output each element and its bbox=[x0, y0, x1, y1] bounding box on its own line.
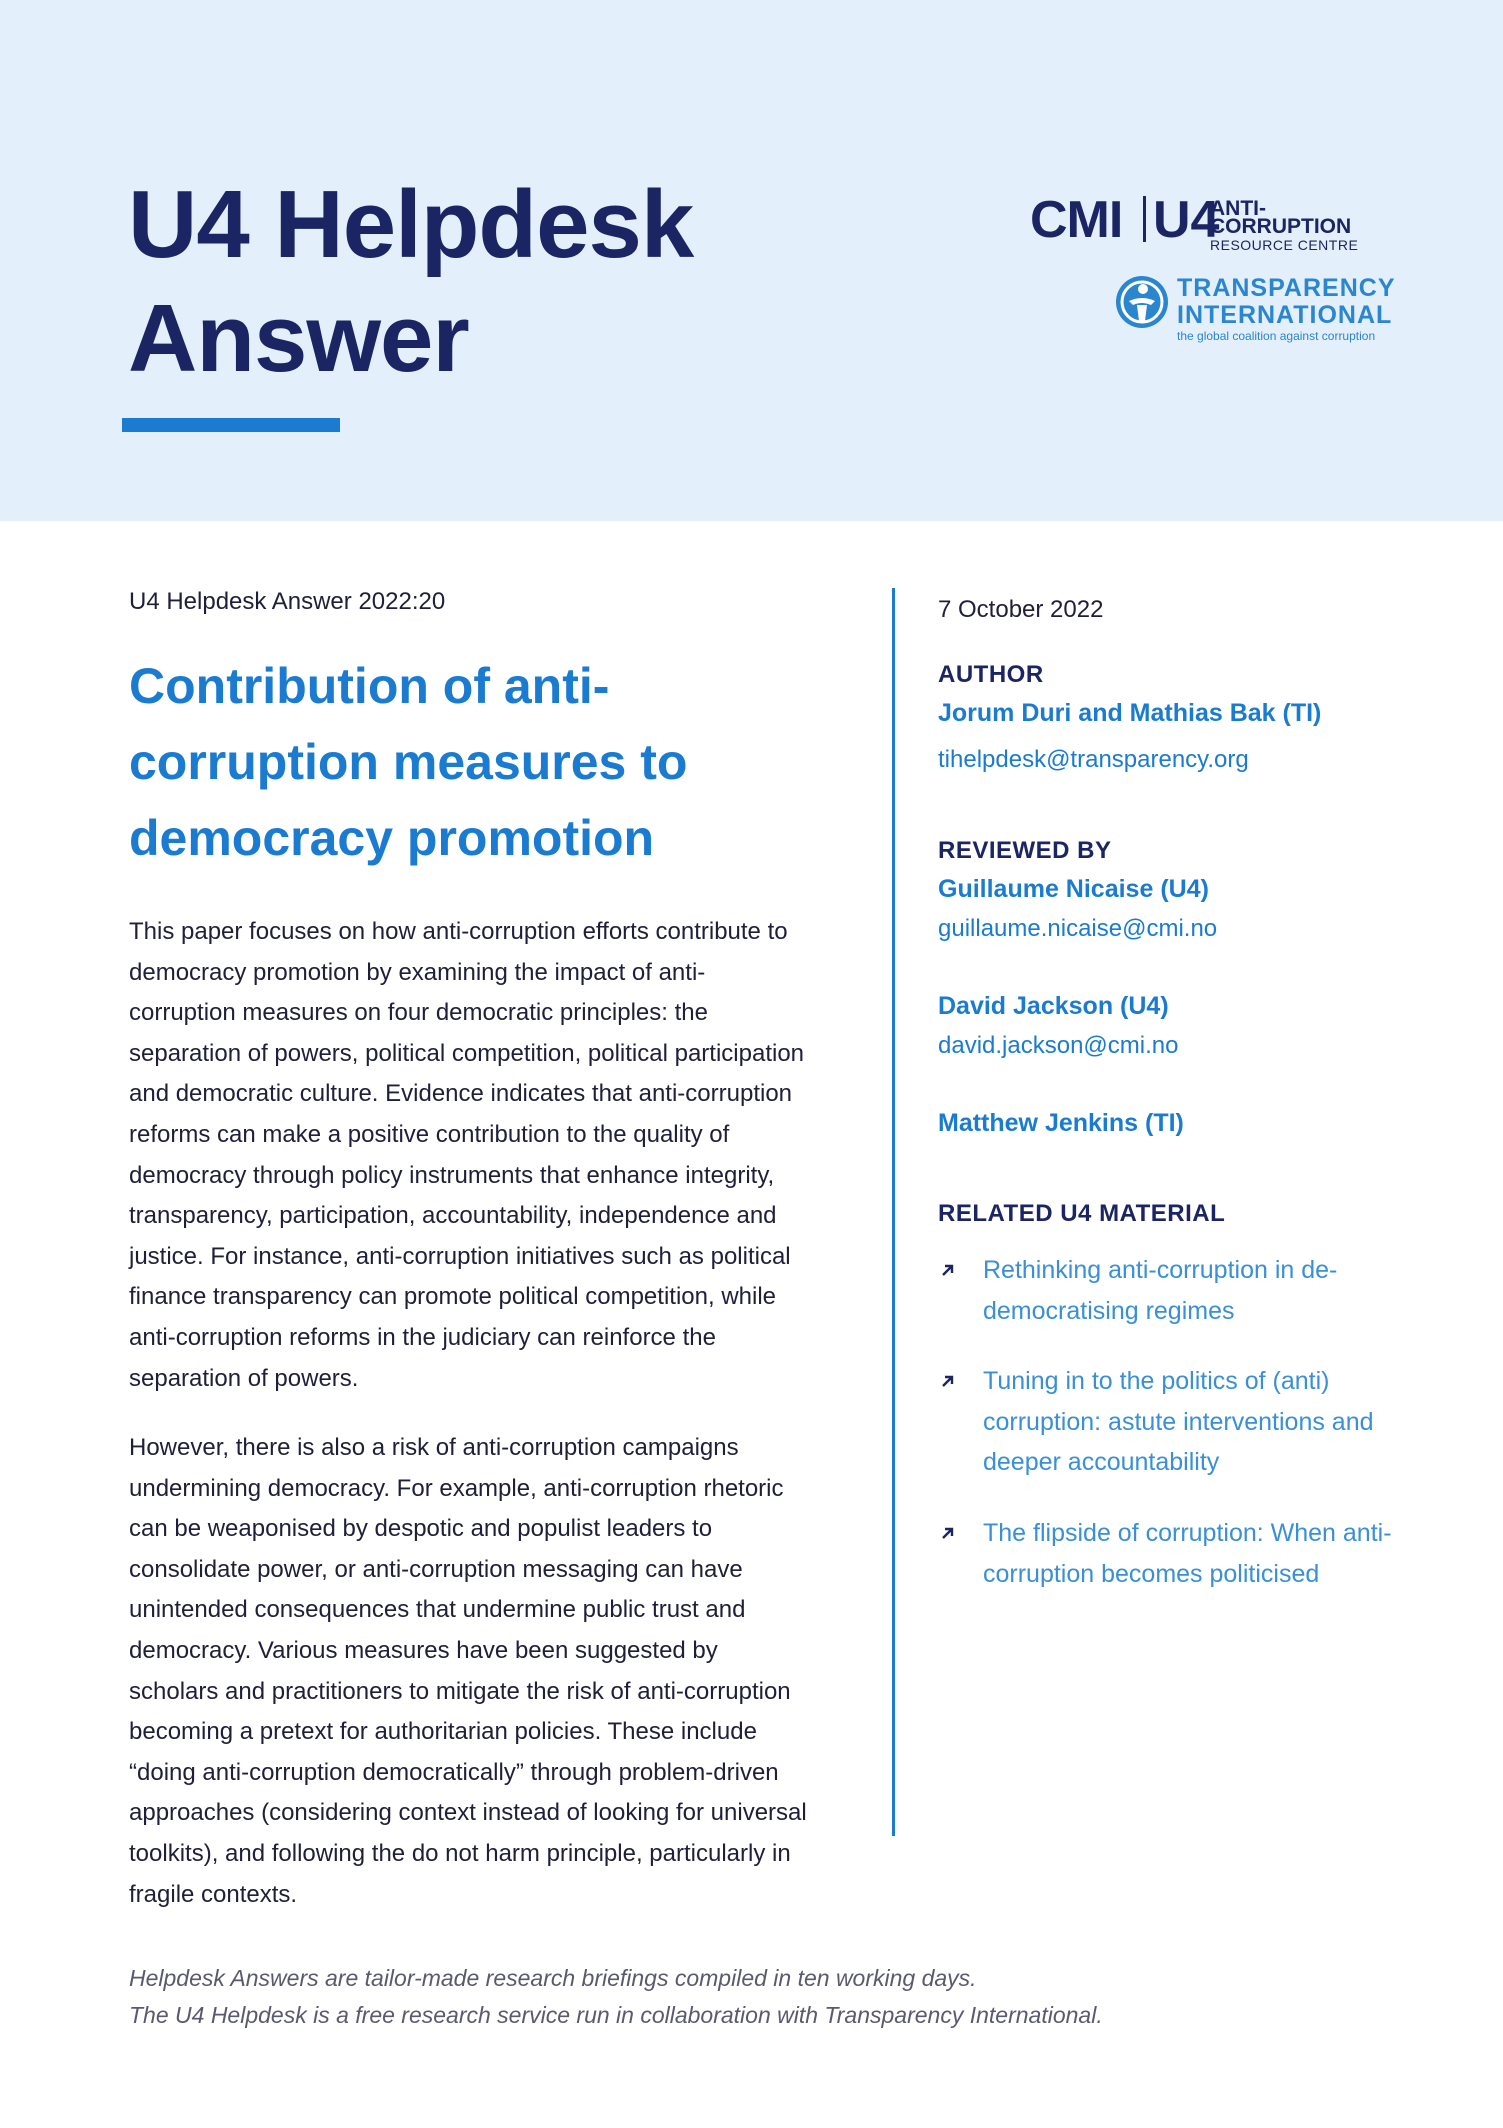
article-heading: Contribution of anti-corruption measures to democracy promotion bbox=[129, 658, 688, 866]
author-names: Jorum Duri and Mathias Bak (TI) bbox=[938, 699, 1322, 727]
cmi-logo-text: CMI bbox=[1030, 191, 1123, 249]
related-link-1[interactable]: Rethinking anti-corruption in de-democratising regimes bbox=[983, 1256, 1338, 1325]
ti-logo-tagline: the global coalition against corruption bbox=[1177, 329, 1376, 343]
reviewer-1-email-link[interactable]: guillaume.nicaise@cmi.no bbox=[938, 915, 1218, 942]
document-title bbox=[128, 168, 693, 396]
ti-logo-text bbox=[1177, 275, 1396, 343]
author-label: AUTHOR bbox=[938, 661, 1044, 688]
related-link-3[interactable]: The flipside of corruption: When anti-corruption becomes politicised bbox=[983, 1519, 1392, 1588]
external-arrow-icon bbox=[938, 1523, 958, 1543]
author-email-link[interactable]: tihelpdesk@transparency.org bbox=[938, 746, 1249, 773]
summary-paragraph-2: However, there is also a risk of anti-corruption campaigns undermining democracy. For example, anti-corruption rhetoric can be weaponised by despotic and populist leaders to consolidate power, or anti-corruption messaging can have unintended consequences that undermine public trust and democracy. Various measures have been suggested by scholars and practitioners to mitigate the risk of anti-corruption becoming a pretext for authoritarian policies. These include “doing anti-corruption democratically” through problem-driven approaches (considering context instead of looking for universal toolkits), and following the do not harm principle, particularly in fragile contexts. bbox=[129, 1434, 807, 1908]
title-underline bbox=[122, 418, 340, 432]
external-arrow-icon bbox=[938, 1260, 958, 1280]
u4-logo-line-2: RESOURCE CENTRE bbox=[1210, 237, 1359, 253]
series-number: U4 Helpdesk Answer 2022:20 bbox=[129, 588, 446, 615]
related-link-2[interactable]: Tuning in to the politics of (anti) corruption: astute interventions and deeper accountability bbox=[983, 1367, 1374, 1476]
ti-globe-icon bbox=[1115, 275, 1169, 329]
ti-logo-line-2: INTERNATIONAL bbox=[1177, 301, 1393, 329]
reviewed-by-label: REVIEWED BY bbox=[938, 837, 1112, 864]
footer-line-1: Helpdesk Answers are tailor-made research briefings compiled in ten working days. bbox=[129, 1965, 977, 1991]
column-divider bbox=[892, 588, 895, 1836]
transparency-international-logo bbox=[1115, 275, 1405, 345]
logo-divider bbox=[1143, 196, 1146, 242]
external-arrow-icon bbox=[938, 1371, 958, 1391]
title-line-2: Answer bbox=[128, 285, 469, 392]
u4-logo-mark: U4 bbox=[1153, 191, 1220, 249]
ti-logo-line-1: TRANSPARENCY bbox=[1177, 274, 1396, 302]
title-line-1: U4 Helpdesk bbox=[128, 171, 694, 278]
reviewer-3-name: Matthew Jenkins (TI) bbox=[938, 1109, 1184, 1137]
reviewer-2-email-link[interactable]: david.jackson@cmi.no bbox=[938, 1032, 1179, 1059]
related-material-label: RELATED U4 MATERIAL bbox=[938, 1200, 1226, 1227]
u4-logo-subtitle bbox=[1210, 197, 1402, 254]
footer-note bbox=[129, 1960, 1429, 2034]
publication-date: 7 October 2022 bbox=[938, 596, 1104, 623]
summary-paragraph-1: This paper focuses on how anti-corruption efforts contribute to democracy promotion by examining the impact of anti-corruption measures on four democratic principles: the separation of powers, political competition, political participation and democratic culture. Evidence indicates that anti-corruption reforms can make a positive contribution to the quality of democracy through policy instruments that enhance integrity, transparency, participation, accountability, independence and justice. For instance, anti-corruption initiatives such as political finance transparency can promote political competition, while anti-corruption reforms in the judiciary can reinforce the separation of powers. bbox=[129, 918, 805, 1392]
footer-line-2: The U4 Helpdesk is a free research service run in collaboration with Transparency International. bbox=[129, 2002, 1103, 2028]
reviewer-2-name: David Jackson (U4) bbox=[938, 992, 1169, 1020]
cmi-u4-logo bbox=[1030, 191, 1402, 253]
u4-logo-line-1: ANTI-CORRUPTION bbox=[1210, 197, 1352, 238]
reviewer-1-name: Guillaume Nicaise (U4) bbox=[938, 875, 1209, 903]
